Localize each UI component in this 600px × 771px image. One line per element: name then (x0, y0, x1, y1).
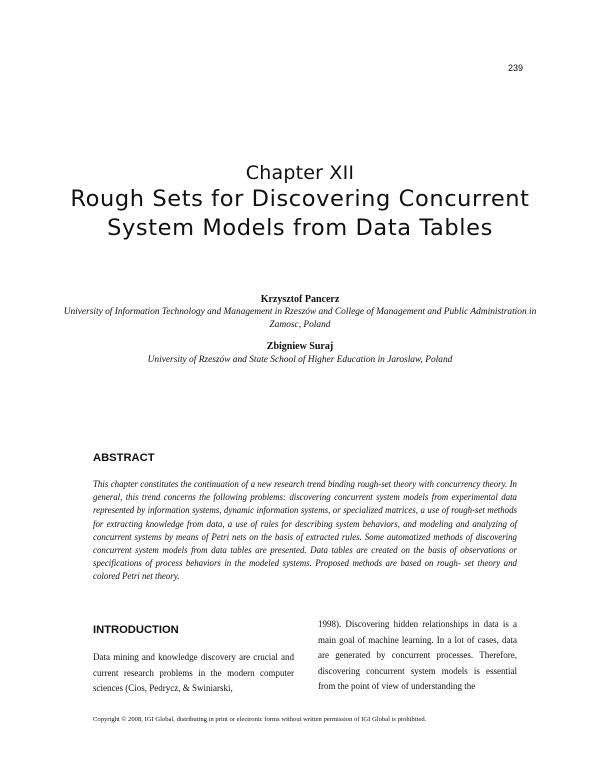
chapter-title: Rough Sets for Discovering Concurrent System Models from Data Tables (70, 186, 530, 241)
chapter-label: Chapter XII (245, 162, 355, 184)
author-affiliation-1: University of Information Technology and Management in Rzeszów and College of Management and Public Administration in Zamosc, Poland (63, 307, 537, 330)
introduction-left-column: Data mining and knowledge discovery are crucial and current research problems in the modern computer sciences (Cios, Pedrycz, & Swiniarski, (93, 652, 294, 694)
author-affiliation-2: University of Rzeszów and State School of Higher Education in Jaroslaw, Poland (147, 355, 453, 365)
abstract-heading: ABSTRACT (93, 452, 155, 464)
page-number: 239 (507, 63, 523, 73)
introduction-heading: INTRODUCTION (93, 624, 179, 636)
introduction-right-column: 1998). Discovering hidden relationships in data is a main goal of machine learning. In a lot of cases, data are generated by concurrent processes. Therefore, discovering concurrent system models is essential from the point of view of understanding the (318, 619, 517, 692)
copyright-notice: Copyright © 2008, IGI Global, distributing in print or electronic forms without written permission of IGI Global is prohibited. (93, 716, 427, 723)
author-name-1: Krzysztof Pancerz (260, 294, 340, 305)
author-name-2: Zbigniew Suraj (266, 341, 334, 352)
abstract-text: This chapter constitutes the continuation of a new research trend binding rough-set theory with concurrency theory. In general, this trend concerns the following problems: discovering concurrent system models from experimental data represented by information systems, dynamic information systems, or specialized matrices, a use of rough-set methods for extracting knowledge from data, a use of rules for describing system behaviors, and modeling and analyzing of concurrent systems by means of Petri nets on the basis of extracted rules. Some automatized methods of discovering concurrent system models from data tables are presented. Data tables are created on the basis of observations or specifications of process behaviors in the modeled systems. Proposed methods are based on rough- set theory and colored Petri net theory. (93, 479, 517, 582)
